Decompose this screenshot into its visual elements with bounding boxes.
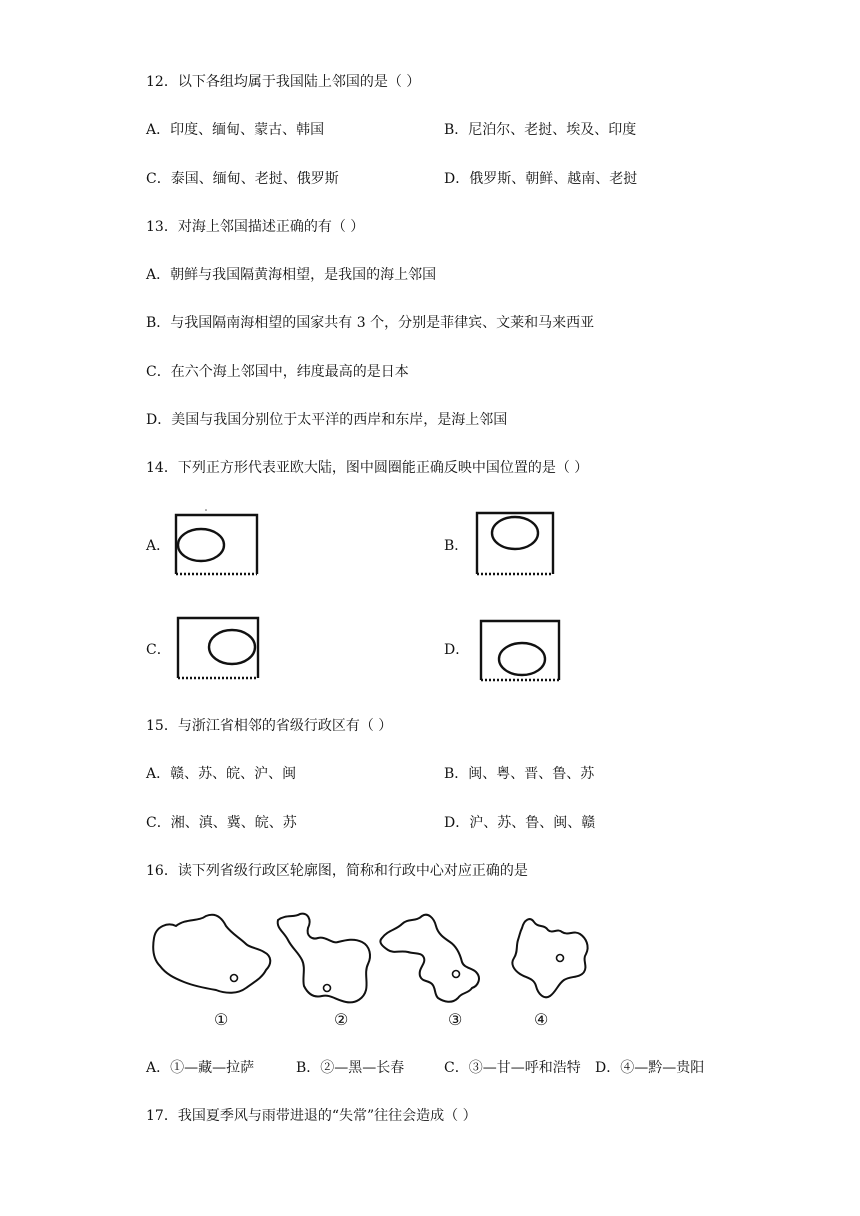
q15-option-d: D．沪、苏、鲁、闽、赣	[444, 815, 596, 831]
q13-option-a: A．朝鲜与我国隔黄海相望，是我国的海上邻国	[146, 267, 437, 283]
q12-stem: 12．以下各组均属于我国陆上邻国的是（ ）	[146, 74, 421, 90]
q16-option-b: B．②—黑—长春	[296, 1060, 405, 1076]
q16-option-d: D．④—黔—贵阳	[595, 1060, 705, 1076]
q14-option-d-label: D．	[444, 642, 470, 658]
q13-option-b: B．与我国隔南海相望的国家共有 3 个，分别是菲律宾、文莱和马来西亚	[146, 315, 595, 331]
province-map-3	[376, 908, 496, 1008]
square-frame	[176, 515, 257, 574]
q14-figure-a	[172, 506, 262, 578]
q13-option-c: C．在六个海上邻国中，纬度最高的是日本	[146, 364, 409, 380]
province-map-2	[272, 908, 384, 1008]
province-map-1	[146, 908, 276, 1000]
china-circle	[492, 517, 538, 549]
square-frame	[481, 621, 559, 680]
q14-option-a-label: A．	[146, 538, 171, 554]
q16-option-c: C．③—甘—呼和浩特	[444, 1060, 581, 1076]
q16-option-a: A．①—藏—拉萨	[146, 1060, 255, 1076]
province-map-4	[504, 908, 604, 1008]
q12-option-b: B．尼泊尔、老挝、埃及、印度	[444, 122, 637, 138]
square-frame	[477, 513, 553, 574]
q12-option-d: D．俄罗斯、朝鲜、越南、老挝	[444, 171, 638, 187]
q15-option-a: A．赣、苏、皖、沪、闽	[146, 766, 297, 782]
capital-marker	[453, 971, 460, 978]
q14-option-b-label: B．	[444, 538, 469, 554]
capital-marker	[557, 955, 564, 962]
q14-figure-d	[475, 614, 565, 684]
q14-figure-b	[471, 508, 561, 578]
q16-stem: 16．读下列省级行政区轮廓图，简称和行政中心对应正确的是	[146, 863, 528, 879]
capital-marker	[324, 985, 331, 992]
map-label-2: ②	[334, 1010, 349, 1029]
stray-dot	[205, 509, 207, 511]
q15-stem: 15．与浙江省相邻的省级行政区有（ ）	[146, 718, 393, 734]
square-frame	[178, 618, 258, 678]
q12-option-c: C．泰国、缅甸、老挝、俄罗斯	[146, 171, 339, 187]
china-circle	[209, 630, 255, 664]
q14-option-c-label: C．	[146, 642, 171, 658]
q14-figure-c	[172, 612, 264, 682]
china-circle	[178, 529, 224, 561]
q13-option-d: D．美国与我国分别位于太平洋的西岸和东岸，是海上邻国	[146, 412, 508, 428]
q17-stem: 17．我国夏季风与雨带进退的“失常”往往会造成（ ）	[146, 1108, 477, 1124]
q13-stem: 13．对海上邻国描述正确的有（ ）	[146, 219, 365, 235]
q15-option-b: B．闽、粤、晋、鲁、苏	[444, 766, 595, 782]
map-label-3: ③	[448, 1010, 463, 1029]
q12-option-a: A．印度、缅甸、蒙古、韩国	[146, 122, 325, 138]
capital-marker	[231, 975, 238, 982]
map-label-1: ①	[214, 1010, 229, 1029]
map-label-4: ④	[534, 1010, 549, 1029]
q14-stem: 14．下列正方形代表亚欧大陆，图中圆圈能正确反映中国位置的是（ ）	[146, 460, 589, 476]
q15-option-c: C．湘、滇、冀、皖、苏	[146, 815, 297, 831]
china-circle	[499, 643, 545, 675]
